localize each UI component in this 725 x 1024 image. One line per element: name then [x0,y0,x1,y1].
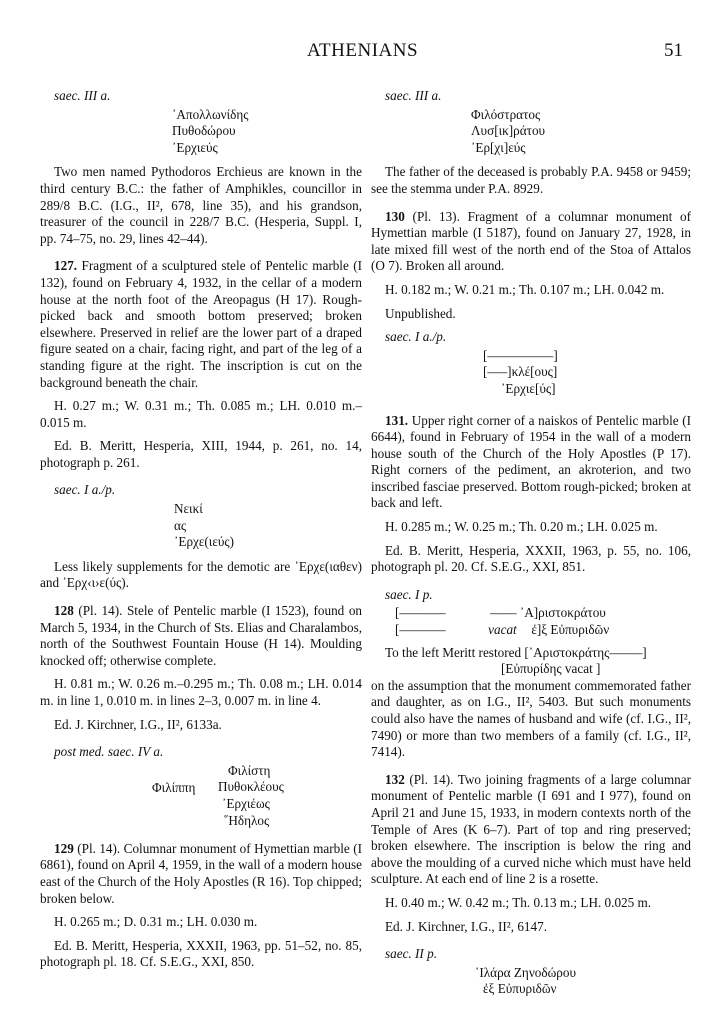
inscription-line: ας [174,517,187,533]
inscription [40,501,362,551]
inscription-fragment: [––––––– [395,605,446,621]
edition-reference: Ed. B. Meritt, Hesperia, XIII, 1944, p. 261, no. 14, photograph p. 261. [40,438,362,470]
inscription-line [395,605,691,622]
publication-status: Unpublished. [385,305,456,321]
page-number: 51 [664,40,683,61]
entry-description: (Pl. 13). Fragment of a columnar monument of Hymettian marble (I 5187), found on January 27, 1928, in late mixed fill west of the north end of the Stoa of Attalos (O 7). Broken all around. [371,208,692,274]
entry-132 [371,772,691,888]
inscription [371,965,691,998]
commentary: on the assumption that the monument commemorated father and daughter, as on I.G., II², 5403. But such monuments could also have the names of husband and wife (cf. I.G., II², 7490) or more than two members of a family (cf. I.G., II², 7414). [371,677,691,760]
inscription-line: Νεικί [174,501,203,517]
inscription-line: [––––––––––] [483,347,558,363]
inscription-line: ᾿Ερχιέως [222,795,270,811]
commentary: Two men named Pythodoros Erchieus are known in the third century B.C.: the father of Amphikles, councillor in 289/8 B.C. (I.G., II², 678, line 35), and his grandson, treasurer of the council in 228/7 B.C. (Hesperia, Suppl. I, pp. 74–75, no. 29, lines 42–44). [40,164,362,246]
inscription-line: ἐξ Εὐπυριδῶν [483,981,557,997]
edition-reference: Ed. B. Meritt, Hesperia, XXXII, 1963, p. 55, no. 106, photograph pl. 20. Cf. S.E.G., XXI, 851. [371,542,691,575]
saec-line: saec. II p. [385,946,437,962]
dimensions: H. 0.40 m.; W. 0.42 m.; Th. 0.13 m.; LH. 0.025 m. [385,894,652,910]
vacat-marker: vacat [488,622,517,638]
inscription-fragment: ἐ]ξ Εὐπυριδῶν [531,622,610,638]
entry-number: 130 [385,208,405,224]
commentary: Less likely supplements for the demotic are ᾿Ερχε(ιαθεν) and ᾿Ερχ‹ι›ε(ύς). [40,558,362,591]
right-column [371,88,691,1006]
inscription-side-name: Φιλίππη [152,779,196,795]
commentary: [Εὐπυρίδης vacat ] [501,661,601,677]
inscription [371,107,691,157]
entry-number: 128 [54,603,74,619]
inscription-line: ῾Ιλάρα Ζηνοδώρου [475,964,576,980]
inscription-line: ᾿Ερχιεύς [172,139,218,155]
inscription-line: ᾿Ερχε(ιεύς) [174,534,235,550]
left-column [40,88,362,971]
inscription-line: [–––]κλέ[ους] [483,364,558,380]
entry-129 [40,841,362,907]
inscription-line: ῞Ηδηλος [224,812,270,828]
entry-description: (Pl. 14). Stele of Pentelic marble (I 1523), found on March 5, 1934, in the Church of Sts. Elias and Charalambos, north of the Southwest Fountain House (H 14). Moulding knocked off; otherwise complete. [40,603,363,668]
entry-description: Fragment of a sculptured stele of Pentelic marble (I 132), found on February 4, 1932, in the cellar of a modern house at the north foot of the Areopagus (H 17). Rough-picked back and smooth bottom preserved; broken elsewhere. Preserved in relief are the lower part of a draped figure seated on a chair, facing right, and part of the leg of a standing figure at the right. The inscription is cut on the background beneath the chair. [40,258,363,390]
inscription-line: ᾿Ερ[χι]εύς [471,139,526,155]
page-header [0,40,725,70]
inscription [371,605,691,638]
inscription-fragment: [––––––– [395,622,446,638]
inscription-line: Λυσ[ικ]ράτου [471,123,546,139]
dimensions: H. 0.27 m.; W. 0.31 m.; Th. 0.085 m.; LH. 0.010 m.–0.015 m. [40,398,362,430]
inscription [371,348,691,398]
commentary: The father of the deceased is probably P.A. 9458 or 9459; see the stemma under P.A. 8929. [371,164,691,196]
saec-line: saec. I a./p. [54,482,116,498]
inscription-line [395,622,691,639]
inscription-line: Φιλόστρατος [471,106,541,122]
inscription-line: Πυθοκλέους [218,779,284,795]
inscription [40,763,362,833]
inscription-line: ᾿Απολλωνίδης [172,106,249,122]
dimensions: H. 0.182 m.; W. 0.21 m.; Th. 0.107 m.; LH. 0.042 m. [385,281,665,297]
inscription-line: ᾿Ερχιε[ύς] [501,380,556,396]
dimensions: H. 0.265 m.; D. 0.31 m.; LH. 0.030 m. [54,914,258,930]
entry-number: 127. [54,258,78,274]
inscription-line: Φιλίστη [228,762,271,778]
saec-line: saec. I p. [385,586,433,602]
saec-line: post med. saec. IV a. [54,744,164,760]
inscription-line: Πυθοδώρου [172,123,236,139]
entry-description: (Pl. 14). Two joining fragments of a large columnar monument of Pentelic marble (I 691 and I 977), found on April 21 and June 15, 1933, in modern contexts north of the Temple of Ares (K 6–7). Part of top and ring preserved; broken elsewhere. The inscription is below the ring and above the moulding of a curved niche which must have held sculpture. At each end of line 2 is a rosette. [371,771,691,887]
entry-number: 129 [54,840,74,856]
entry-130 [371,209,691,275]
commentary: To the left Meritt restored [᾿Αριστοκράτης–––––] [385,644,647,660]
entry-description: Upper right corner of a naiskos of Pentelic marble (I 6644), found in February of 1954 in the wall of a modern house south of the Church of the Holy Apostles (P 17). Right corners of the pediment, an akroterion, and two inscribed fasciae preserved. Bottom rough-picked; broken at back and left. [371,412,692,511]
inscription [40,107,362,157]
entry-number: 131. [385,412,409,428]
dimensions: H. 0.285 m.; W. 0.25 m.; Th. 0.20 m.; LH. 0.025 m. [385,519,658,535]
entry-131 [371,413,691,513]
edition-reference: Ed. J. Kirchner, I.G., II², 6133a. [54,716,222,732]
saec-line: saec. III a. [54,88,111,103]
saec-line: saec. III a. [385,88,442,103]
entry-127 [40,258,362,391]
edition-reference: Ed. J. Kirchner, I.G., II², 6147. [385,918,548,934]
saec-line: saec. I a./p. [385,329,447,345]
inscription-fragment: –––– ᾿Α]ριστοκράτου [490,605,606,621]
entry-128 [40,603,362,669]
entry-description: (Pl. 14). Columnar monument of Hymettian marble (I 6861), found on April 4, 1959, in the wall of a modern house east of the Church of the Holy Apostles (R 16). Top chipped; broken below. [40,840,363,906]
entry-number: 132 [385,771,405,787]
running-title: ATHENIANS [306,40,419,61]
edition-reference: Ed. B. Meritt, Hesperia, XXXII, 1963, pp. 51–52, no. 85, photograph pl. 18. Cf. S.E.G., XXI, 850. [40,937,362,970]
dimensions: H. 0.81 m.; W. 0.26 m.–0.295 m.; Th. 0.08 m.; LH. 0.014 m. in line 1, 0.010 m. in lines 2–3, 0.007 m. in line 4. [40,676,362,708]
